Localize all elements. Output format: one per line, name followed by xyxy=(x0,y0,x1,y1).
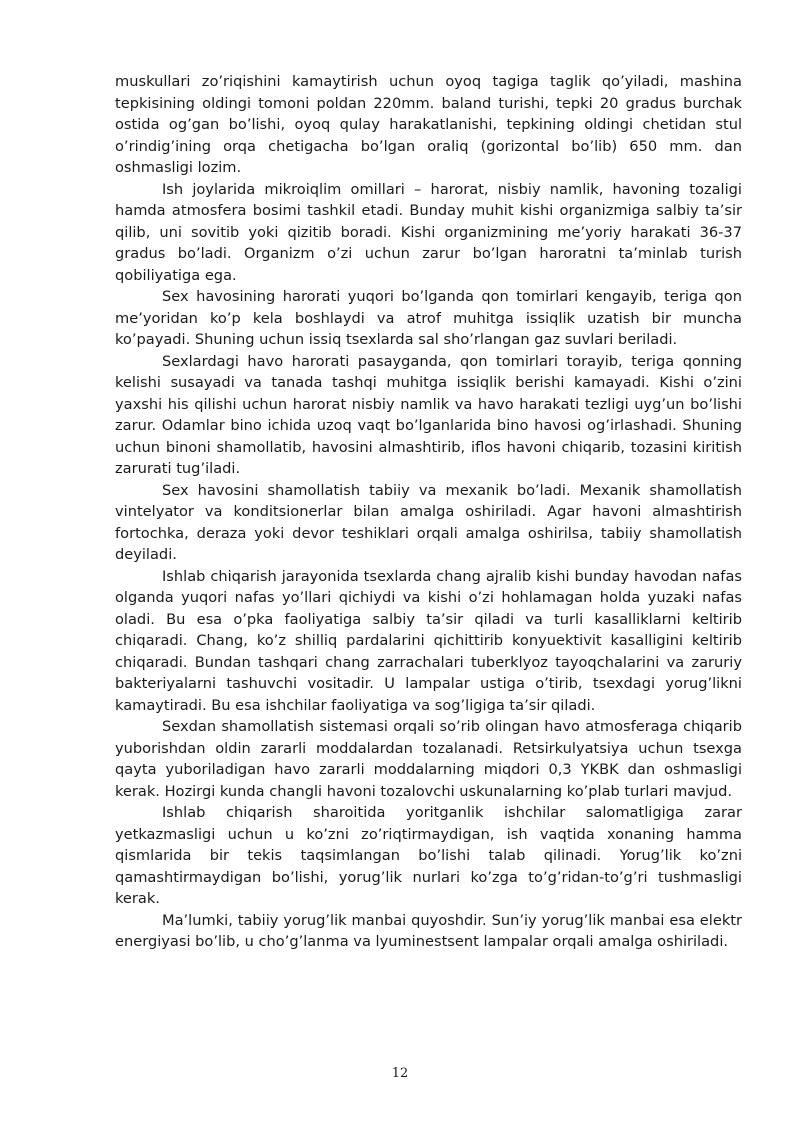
paragraph-microclimate: Ish joylarida mikroiqlim omillari – harorat, nisbiy namlik, havoning tozaligi hamda atmosfera bosimi tashkil etadi. Bunday muhit kishi organizmiga salbiy ta’sir qilib, uni sovitib yoki qizitib boradi. Kishi organizmining me’yoriy harakati 36-37 gradus bo’ladi. Organizm o’zi uchun zarur bo’lgan haroratni ta’minlab turish qobiliyatiga ega. xyxy=(115,180,742,284)
paragraph-continuation: muskullari zo’riqishini kamaytirish uchun oyoq tagiga taglik qo’yiladi, mashina tepkisining oldingi tomoni poldan 220mm. baland turishi, tepki 20 gradus burchak ostida og’gan bo’lishi, oyoq qulay harakatlanishi, tepkining oldingi chetidan stul o’rindig’ining orqa chetigacha bo’lgan oraliq (gorizontal bo’lib) 650 mm. dan oshmasligi lozim. xyxy=(115,73,742,176)
page-number: 12 xyxy=(391,1066,409,1081)
paragraph-air-cleaning: Sexdan shamollatish sistemasi orqali so’rib olingan havo atmosferaga chiqarib yuborishdan oldin zararli moddalardan tozalanadi. Retsirkulyatsiya uchun tsexga qayta yuboriladigan havo zararli moddalarning miqdori 0,3 YKBK dan oshmasligi kerak. Hozirgi kunda changli havoni tozalovchi uskunalarning ko’plab turlari mavjud. xyxy=(115,718,742,800)
page-body xyxy=(115,71,742,953)
paragraph-dust: Ishlab chiqarish jarayonida tsexlarda chang ajralib kishi bunday havodan nafas olganda yuqori nafas yo’llari qichiydi va kishi o’zi hohlamagan holda yuzaki nafas oladi. Bu esa o’pka faoliyatiga salbiy ta’sir qiladi va turli kasalliklarni keltirib chiqaradi. Chang, ko’z shilliq pardalarini qichittirib konyuektivit kasalligini keltirib chiqaradi. Bundan tashqari chang zarrachalari tuberklyoz tayoqchalarini va zaruriy bakteriyalarni tashuvchi vositadir. U lampalar ustiga o’tirib, tsexdagi yorug’likni kamaytiradi. Bu esa ishchilar faoliyatiga va sog’ligiga ta’sir qiladi. xyxy=(115,567,742,714)
paragraph-light-sources: Ma’lumki, tabiiy yorug’lik manbai quyoshdir. Sun’iy yorug’lik manbai esa elektr energiyasi bo’lib, u cho’g’lanma va lyuminestsent lampalar orqali amalga oshiriladi. xyxy=(115,911,742,950)
paragraph-lighting: Ishlab chiqarish sharoitida yoritganlik ishchilar salomatligiga zarar yetkazmasligi uchun u ko’zni zo’riqtirmaydigan, ish vaqtida xonaning hamma qismlarida bir tekis taqsimlangan bo’lishi talab qilinadi. Yorug’lik ko’zni qamashtirmaydigan bo’lishi, yorug’lik nurlari ko’zga to’g’ridan-to’g’ri tushmasligi kerak. xyxy=(115,804,742,907)
paragraph-ventilation: Sex havosini shamollatish tabiiy va mexanik bo’ladi. Mexanik shamollatish vintelyator va konditsionerlar bilan amalga oshiriladi. Agar havoni almashtirish fortochka, deraza yoki devor teshiklari orqali amalga oshirilsa, tabiiy shamollatish deyiladi. xyxy=(115,481,742,563)
paragraph-low-temperature: Sexlardagi havo harorati pasayganda, qon tomirlari torayib, teriga qonning kelishi susayadi va tanada tashqi muhitga issiqlik berishi kamayadi. Kishi o’zini yaxshi his qilishi uchun harorat nisbiy namlik va havo harakati tezligi uyg’un bo’lishi zarur. Odamlar bino ichida uzoq vaqt bo’lganlarida bino havosi og’irlashadi. Shuning uchun binoni shamollatib, havosini almashtirib, iflos havoni chiqarib, tozasini kiritish zarurati tug’iladi. xyxy=(115,352,742,477)
paragraph-high-temperature: Sex havosining harorati yuqori bo’lganda qon tomirlari kengayib, teriga qon me’yoridan ko’p kela boshlaydi va atrof muhitga issiqlik uzatish bir muncha ko’payadi. Shuning uchun issiq tsexlarda sal sho’rlangan gaz suvlari beriladi. xyxy=(115,288,742,348)
